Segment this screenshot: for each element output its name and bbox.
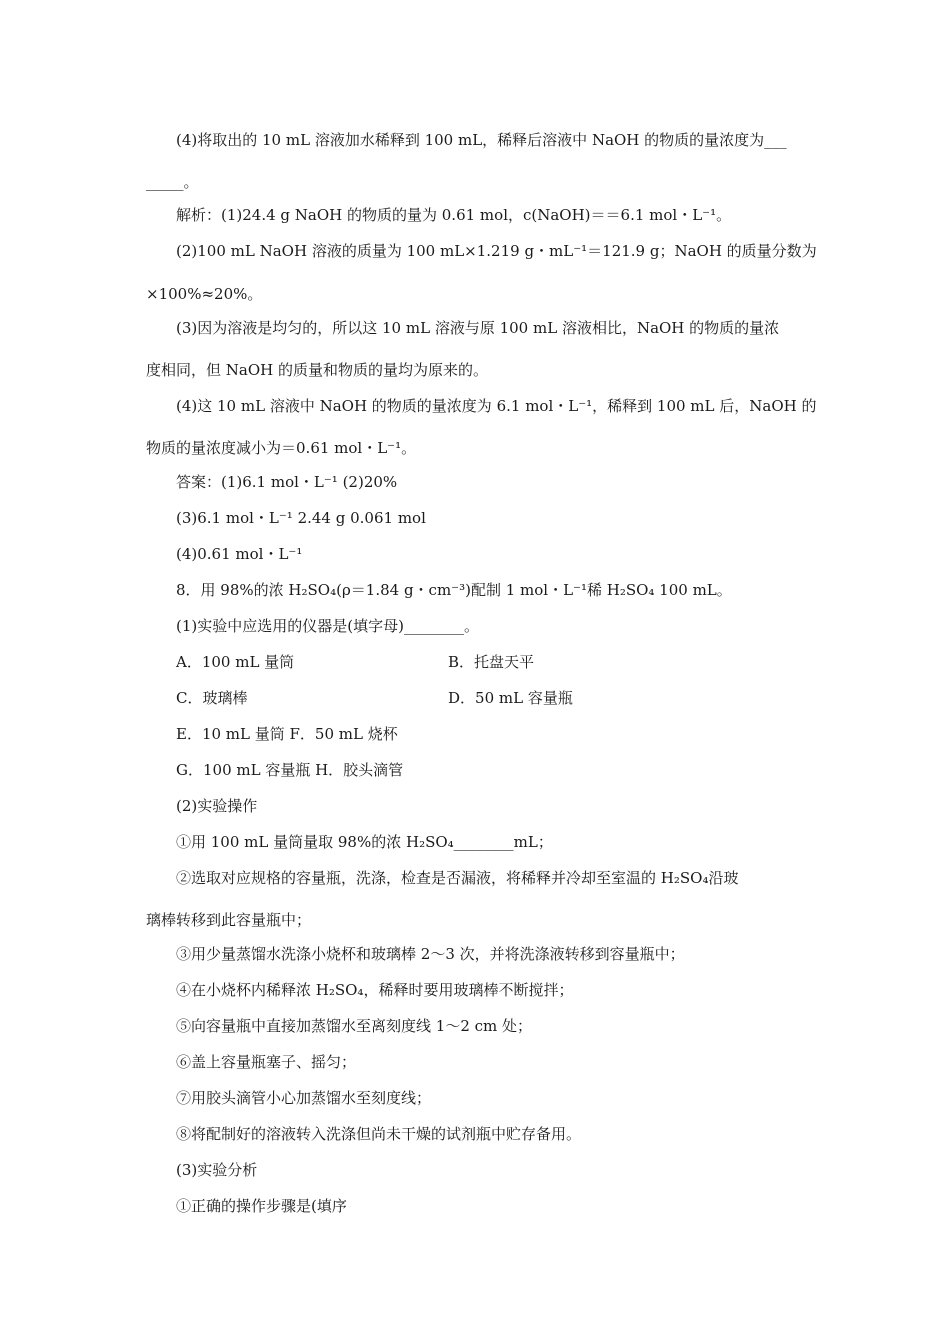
text-line: (3)因为溶液是均匀的，所以这 10 mL 溶液与原 100 mL 溶液相比，NaOH 的物质的量浓 — [176, 319, 780, 337]
text-line: 答案：(1)6.1 mol・L⁻¹ (2)20% — [176, 473, 398, 491]
text-line: (2)实验操作 — [176, 797, 258, 815]
text-line: ④在小烧杯内稀释浓 H₂SO₄，稀释时要用玻璃棒不断搅拌； — [176, 981, 574, 999]
text-line: ②选取对应规格的容量瓶，洗涤，检查是否漏液，将稀释并冷却至室温的 H₂SO₄沿玻 — [176, 869, 739, 887]
text-line: (3)6.1 mol・L⁻¹ 2.44 g 0.061 mol — [176, 509, 426, 527]
text-line: ⑧将配制好的溶液转入洗涤但尚未干燥的试剂瓶中贮存备用。 — [176, 1125, 582, 1143]
text-line: ①用 100 mL 量筒量取 98%的浓 H₂SO₄________mL； — [176, 833, 553, 851]
option-right: B．托盘天平 — [448, 653, 535, 671]
text-line: (4)将取出的 10 mL 溶液加水稀释到 100 mL，稀释后溶液中 NaOH 的物质的量浓度为___ — [176, 131, 787, 149]
text-line: ⑦用胶头滴管小心加蒸馏水至刻度线； — [176, 1089, 432, 1107]
option-right: D．50 mL 容量瓶 — [448, 689, 573, 707]
text-line: (4)这 10 mL 溶液中 NaOH 的物质的量浓度为 6.1 mol・L⁻¹，稀释到 100 mL 后，NaOH 的 — [176, 397, 817, 415]
text-line: ①正确的操作步骤是(填序 — [176, 1197, 347, 1215]
text-line: ⑤向容量瓶中直接加蒸馏水至离刻度线 1～2 cm 处； — [176, 1017, 533, 1035]
text-line: 度相同，但 NaOH 的质量和物质的量均为原来的。 — [146, 361, 488, 379]
text-line: ⑥盖上容量瓶塞子、摇匀； — [176, 1053, 357, 1071]
text-line: C．玻璃棒 — [176, 689, 248, 707]
text-line: ×100%≈20%。 — [146, 285, 263, 303]
text-line: 解析：(1)24.4 g NaOH 的物质的量为 0.61 mol，c(NaOH)＝＝6.1 mol・L⁻¹。 — [176, 206, 732, 224]
text-line: (4)0.61 mol・L⁻¹ — [176, 545, 303, 563]
text-line: (1)实验中应选用的仪器是(填字母)________。 — [176, 617, 479, 635]
text-line: G．100 mL 容量瓶 H．胶头滴管 — [176, 761, 404, 779]
text-line: ③用少量蒸馏水洗涤小烧杯和玻璃棒 2～3 次，并将洗涤液转移到容量瓶中； — [176, 945, 685, 963]
text-line: (2)100 mL NaOH 溶液的质量为 100 mL×1.219 g・mL⁻¹＝121.9 g；NaOH 的质量分数为 — [176, 242, 817, 260]
text-line: _____。 — [146, 173, 199, 191]
text-line: (3)实验分析 — [176, 1161, 258, 1179]
text-line: 物质的量浓度减小为＝0.61 mol・L⁻¹。 — [146, 439, 417, 457]
text-line: 璃棒转移到此容量瓶中； — [146, 911, 312, 929]
text-line: E．10 mL 量筒 F．50 mL 烧杯 — [176, 725, 398, 743]
text-line: A．100 mL 量筒 — [176, 653, 295, 671]
text-line: 8．用 98%的浓 H₂SO₄(ρ＝1.84 g・cm⁻³)配制 1 mol・L⁻¹稀 H₂SO₄ 100 mL。 — [176, 581, 732, 599]
